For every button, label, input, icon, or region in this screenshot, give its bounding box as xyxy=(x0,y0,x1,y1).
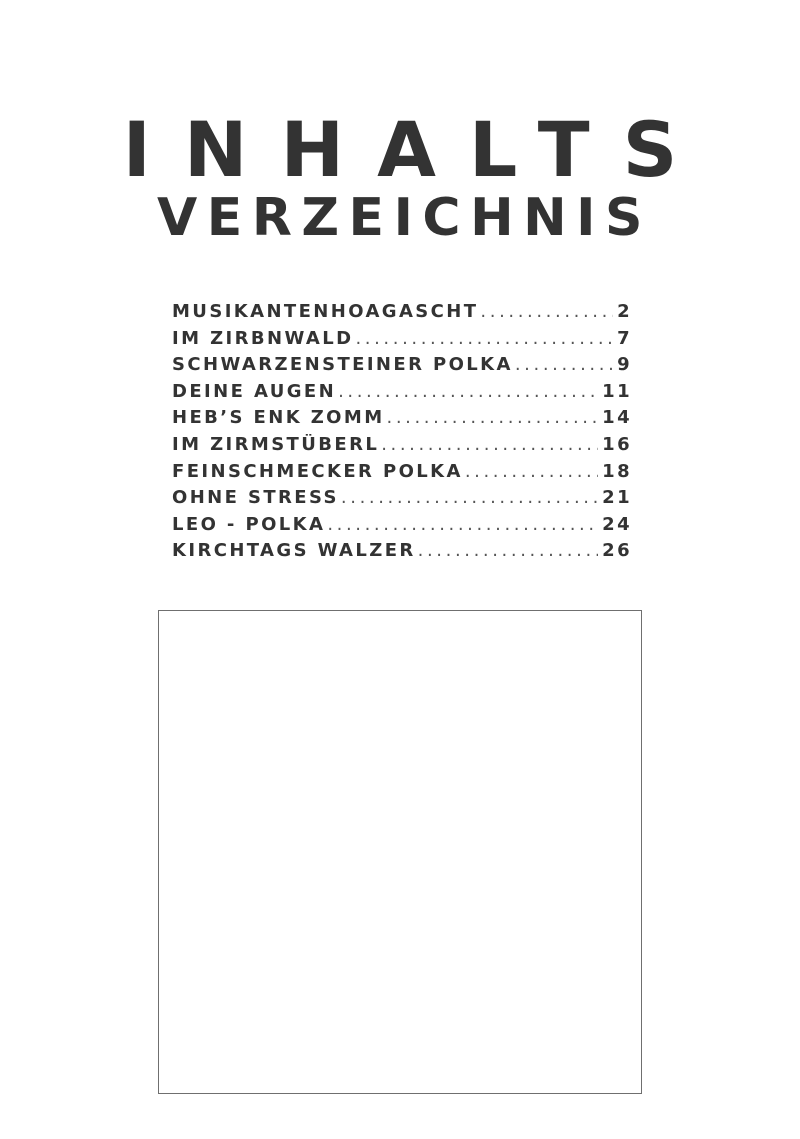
toc-entry[interactable] xyxy=(172,514,632,541)
toc-dot-leader xyxy=(381,434,598,455)
toc-entry-page: 11 xyxy=(602,380,632,402)
toc-dot-leader xyxy=(341,487,598,508)
toc-dot-leader xyxy=(515,354,613,375)
toc-entry[interactable] xyxy=(172,407,632,434)
toc-entry-page: 9 xyxy=(617,354,632,376)
toc-entry-title: IM ZIRBNWALD xyxy=(172,327,354,349)
toc-entry-title: IM ZIRMSTÜBERL xyxy=(172,433,380,455)
toc-dot-leader xyxy=(355,328,613,349)
toc-entry[interactable] xyxy=(172,381,632,408)
toc-entry[interactable] xyxy=(172,328,632,355)
toc-entry-page: 26 xyxy=(602,540,632,562)
toc-entry[interactable] xyxy=(172,354,632,381)
toc-dot-leader xyxy=(418,540,598,561)
toc-entry-title: SCHWARZENSTEINER POLKA xyxy=(172,354,513,376)
toc-entry-title: OHNE STRESS xyxy=(172,487,339,509)
page-title-line-2: VERZEICHNIS xyxy=(157,188,652,248)
toc-entry-page: 14 xyxy=(602,407,632,429)
toc-entry-title: KIRCHTAGS WALZER xyxy=(172,540,416,562)
toc-dot-leader xyxy=(465,461,598,482)
toc-entry-page: 21 xyxy=(602,487,632,509)
toc-entry-page: 24 xyxy=(602,513,632,535)
toc-dot-leader xyxy=(327,514,598,535)
toc-entry-title: FEINSCHMECKER POLKA xyxy=(172,460,463,482)
toc-entry-page: 18 xyxy=(602,460,632,482)
page-title-line-1: INHALTS xyxy=(122,105,711,194)
table-of-contents xyxy=(172,301,632,567)
toc-entry-title: LEO - POLKA xyxy=(172,513,326,535)
toc-dot-leader xyxy=(387,407,599,428)
toc-entry-title: HEB’S ENK ZOMM xyxy=(172,407,385,429)
toc-entry-title: MUSIKANTENHOAGASCHT xyxy=(172,301,479,322)
toc-entry[interactable] xyxy=(172,461,632,488)
toc-dot-leader xyxy=(480,301,613,322)
toc-dot-leader xyxy=(338,381,598,402)
toc-entry-page: 7 xyxy=(617,327,632,349)
toc-entry-title: DEINE AUGEN xyxy=(172,380,337,402)
toc-entry[interactable] xyxy=(172,540,632,567)
empty-image-frame xyxy=(158,610,642,1094)
toc-entry-page: 16 xyxy=(602,433,632,455)
toc-entry[interactable] xyxy=(172,487,632,514)
toc-entry[interactable] xyxy=(172,434,632,461)
toc-entry[interactable] xyxy=(172,301,632,328)
toc-entry-page: 2 xyxy=(617,301,632,322)
